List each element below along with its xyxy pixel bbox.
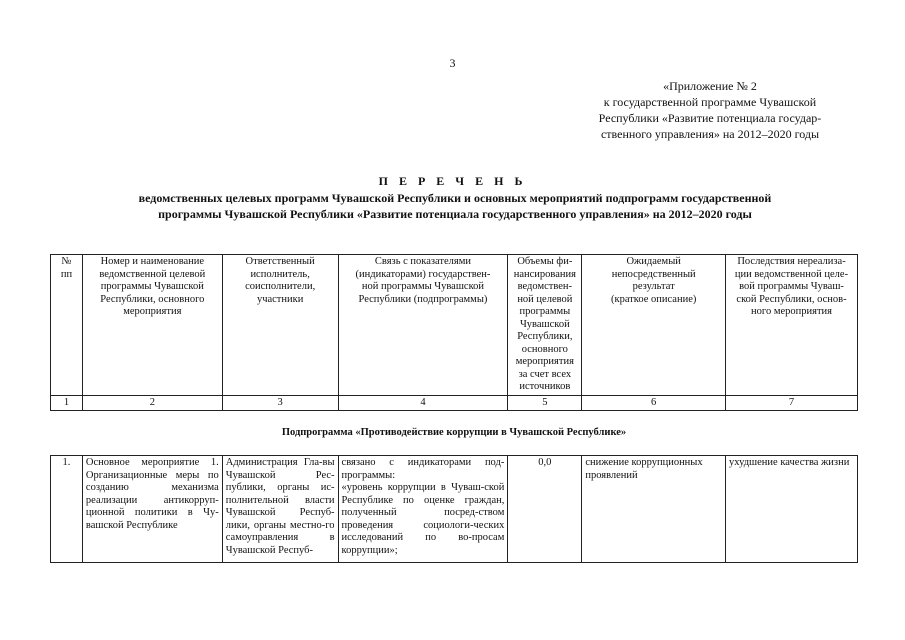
column-number-row — [51, 395, 858, 411]
table-header-row — [51, 255, 858, 396]
page-number: 3 — [449, 56, 456, 70]
programs-table — [50, 254, 858, 563]
subtitle-line: ведомственных целевых программ Чувашской Республики и основных мероприятий подпрограмм государственной — [138, 191, 772, 205]
appendix-header — [560, 78, 860, 142]
section-title: Подпрограмма «Противодействие коррупции в Чувашской Республике» — [51, 411, 858, 456]
header-cell-indicators: Связь с показателями (индикаторами) государствен- ной программы Чувашской Республики (подпрограммы) — [338, 255, 508, 396]
row-consequence: ухудшение качества жизни — [726, 456, 858, 563]
header-cell-consequences: Последствия нереализа- ции ведомственной целе- вой программы Чуваш- ской Республики, основ- ного мероприятия — [726, 255, 858, 396]
column-number: 5 — [508, 395, 582, 411]
appendix-line: ственного управления» на 2012–2020 годы — [600, 127, 820, 141]
column-number: 7 — [726, 395, 858, 411]
table-row — [51, 456, 858, 563]
row-result: снижение коррупционных проявлений — [582, 456, 726, 563]
header-cell-funding: Объемы фи- нансирования ведомствен- ной целевой программы Чувашской Республики, основного мероприятия за счет всех источников — [508, 255, 582, 396]
header-cell-name: Номер и наименование ведомственной целевой программы Чувашской Республики, основного мероприятия — [82, 255, 222, 396]
column-number: 2 — [82, 395, 222, 411]
header-cell-result: Ожидаемый непосредственный результат (краткое описание) — [582, 255, 726, 396]
column-number: 6 — [582, 395, 726, 411]
row-name: Основное мероприятие 1. Организационные меры по созданию механизма реализации антикорруп-ционной политики в Чу-вашской Республике — [82, 456, 222, 563]
document-subtitle — [60, 190, 850, 222]
appendix-line: «Приложение № 2 — [663, 79, 757, 93]
row-executor: Администрация Гла-вы Чувашской Рес-публики, органы ис-полнительной власти Чувашской Респуб-лики, органы местно-го самоуправления в Чувашской Респуб- — [222, 456, 338, 563]
row-funding: 0,0 — [508, 456, 582, 563]
header-cell-executor: Ответственный исполнитель, соисполнители, участники — [222, 255, 338, 396]
header-cell-number: № пп — [51, 255, 83, 396]
appendix-line: к государственной программе Чувашской — [603, 95, 817, 109]
section-row — [51, 411, 858, 456]
column-number: 1 — [51, 395, 83, 411]
row-number: 1. — [51, 456, 83, 563]
row-indicator-text: «уровень коррупции в Чуваш-ской Республике по оценке граждан, полученный посред-ством проведения социологи-ческих исследований по во-просам коррупции»; — [341, 482, 505, 556]
column-number: 3 — [222, 395, 338, 411]
appendix-line: Республики «Развитие потенциала государ- — [598, 111, 822, 125]
column-number: 4 — [338, 395, 508, 411]
row-indicator-link — [338, 456, 508, 563]
subtitle-line: программы Чувашской Республики «Развитие потенциала государственного управления» на 2012–2020 годы — [158, 207, 752, 221]
row-indicator-intro: связано с индикаторами под-программы: — [341, 457, 505, 481]
document-title: П Е Р Е Ч Е Н Ь — [378, 174, 527, 188]
